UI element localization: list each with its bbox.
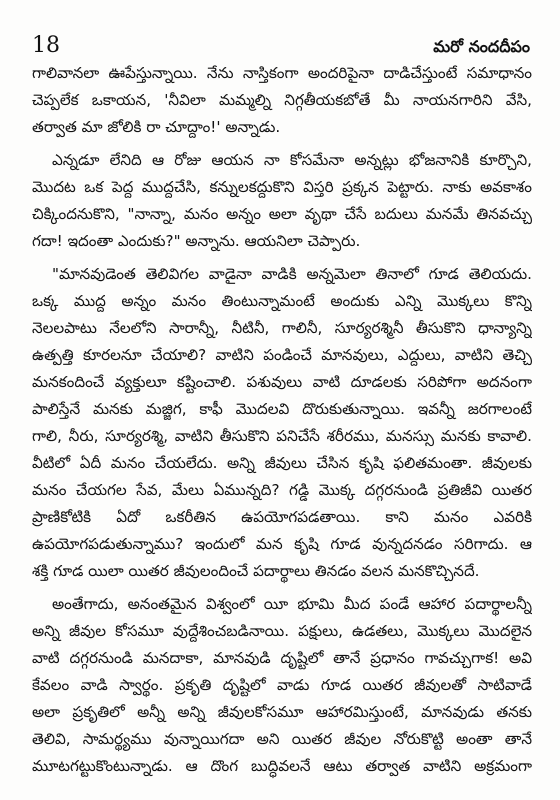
running-title: మరో నందదీపం [433, 37, 530, 56]
text-line: చిక్కిందనుకొని, "నాన్నా, మనం అన్నం అలా వృథా చేసే బదులు మనమే తినవచ్చు [32, 205, 532, 223]
text-line: ఉపయోగపడుతున్నాము? ఇందులో మన కృషి గూడ వున్నదనడం సరిగాదు. ఆ [32, 535, 532, 553]
text-line: పాలిస్తేనే మనకు మజ్జిగ, కాఫీ మొదలవి దొరుకుతున్నాయి. ఇవన్నీ జరగాలంటే [32, 400, 532, 418]
text-line: అన్ని జీవుల కోసమూ వుద్దేశించబడినాయి. పక్షులు, ఉడతలు, మొక్కలు మొదలైన [32, 622, 532, 640]
text-line: అలా ప్రకృతిలో అన్నీ అన్ని జీవులకోసమూ ఆహారమిస్తుంటే, మానవుడు తనకు [32, 703, 532, 721]
text-line: కేవలం వాడి స్వార్థం. ప్రకృతి దృష్టిలో వాడు గూడ యితర జీవులతో సాటివాడే [32, 676, 532, 694]
text-line: ఎన్నడూ లేనిది ఆ రోజు ఆయన నా కోసమేనా అన్నట్లు భోజనానికి కూర్చొని, [52, 151, 532, 169]
text-line: తెలివి, సామర్థ్యము వున్నాయిగదా అని యితర జీవుల నోరుకొట్టి అంతా తానే [32, 730, 532, 748]
paragraph [32, 147, 532, 255]
text-line: ఉత్పత్తి కూరలనూ చేయాలి? వాటిని పండించే మానవులు, ఎద్దులు, వాటిని తెచ్చి [32, 346, 532, 364]
text-line: తర్వాత మా జోలికి రా చూద్దాం!' అన్నాడు. [32, 118, 281, 136]
body-text [32, 60, 532, 786]
page-number: 18 [32, 33, 60, 58]
text-line: చెప్పలేక ఒకాయన, 'నీవిలా మమ్మల్ని నిగ్గతీయకబోతే మీ నాయనగారిని వేసి, [32, 91, 532, 109]
paragraph [32, 591, 532, 780]
text-line: మనకందించే వ్యక్తులూ కష్టించాలి. పశువులు వాటి దూడలకు సరిపోగా అదనంగా [32, 373, 532, 391]
text-line: గాలివానలా ఊపేస్తున్నాయి. నేను నాస్తికంగా అందరిపైనా దాడిచేస్తుంటే సమాధానం [32, 64, 532, 82]
text-line: మూటగట్టుకొంటున్నాడు. ఆ దొంగ బుద్ధివలనే ఆటు తర్వాత వాటిని అక్రమంగా [32, 757, 532, 775]
text-line: గాలి, నీరు, సూర్యరశ్మి, వాటిని తీసుకొని పనిచేసే శరీరము, మనస్సు మనకు కావాలి. [32, 427, 532, 445]
text-line: వాటి దగ్గరనుండి మనదాకా, మానవుడి దృష్టిలో తానే ప్రధానం గావచ్చుగాక! అవి [32, 649, 532, 667]
paragraph [32, 261, 532, 585]
text-line: నెలలపాటు నేలలోని సారాన్నీ, నీటినీ, గాలినీ, సూర్యరశ్మినీ తీసుకొని ధాన్యాన్ని [32, 319, 532, 337]
text-line: మనం చేయగల సేవ, మేలు ఏమున్నది? గడ్డి మొక్క దగ్గరనుండి ప్రతిజీవి యితర [32, 481, 532, 499]
text-line: గదా! ఇదంతా ఎందుకు?" అన్నాను. ఆయనిలా చెప్పారు. [32, 232, 361, 250]
text-line: ఒక్క ముద్ద అన్నం మనం తింటున్నామంటే అందుకు ఎన్ని మొక్కలు కొన్ని [32, 292, 532, 310]
text-line: మొదట ఒక పెద్ద ముద్దచేసి, కన్నులకద్దుకొని విస్తరి ప్రక్కన పెట్టారు. నాకు అవకాశం [32, 178, 532, 196]
text-line: శక్తి గూడ యిలా యితర జీవులందించే పదార్థాలు తినడం వలన మనకొచ్చినదే. [32, 562, 480, 580]
text-line: ప్రాణికోటికి ఏదో ఒకరీతిన ఉపయోగపడతాయి. కాని మనం ఎవరికి [32, 508, 532, 526]
paragraph [32, 60, 532, 141]
text-line: "మానవుడెంత తెలివిగల వాడైనా వాడికి అన్నమెలా తినాలో గూడ తెలియదు. [52, 265, 532, 283]
text-line: వీటిలో ఏదీ మనం చేయలేదు. అన్ని జీవులు చేసిన కృషి ఫలితమంతా. జీవులకు [32, 454, 532, 472]
text-line: అంతేగాదు, అనంతమైన విశ్వంలో యీ భూమి మీద పండే ఆహార పదార్థాలన్నీ [52, 595, 532, 613]
